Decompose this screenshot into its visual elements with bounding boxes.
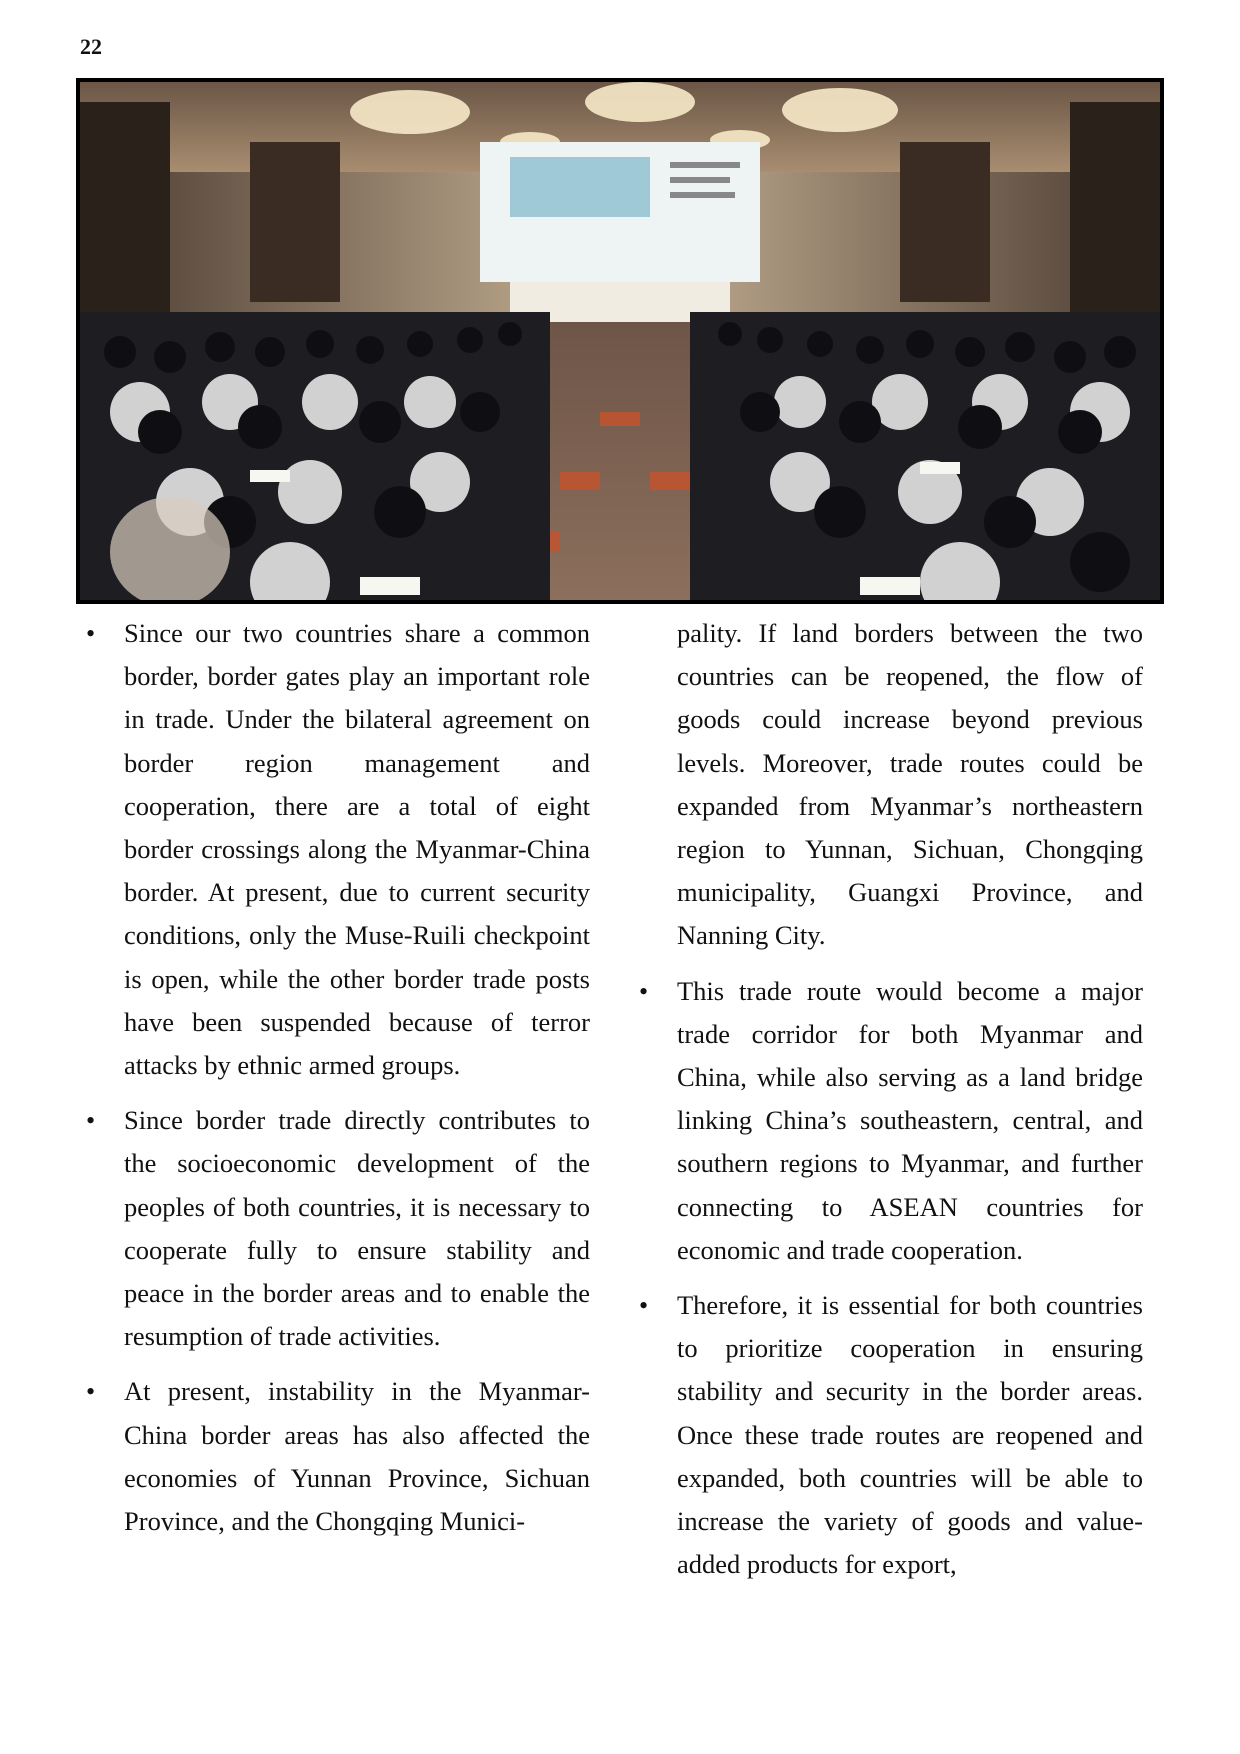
bullet-icon: • [86, 1106, 96, 1136]
paragraph: Since our two countries share a common border, border gates play an important role in trade. Under the bilateral agreement on border region management and cooperation, there are a total of eight border crossings along the Myanmar-China border. At present, due to current security conditions, only the Muse-Ruili checkpoint is open, while the other border trade posts have been suspended because of terror attacks by ethnic armed groups. [124, 618, 590, 1081]
continued-paragraph: pality. If land borders between the two countries can be reopened, the flow of goods could increase beyond previous levels. Moreover, trade routes could be expanded from Myanmar’s northeastern region to Yunnan, Sichuan, Chongqing municipality, Guangxi Province, and Nanning City. [677, 618, 1143, 951]
right-column [633, 612, 1143, 1598]
paragraph: At present, instability in the Myanmar-China border areas has also affected the economies of Yunnan Province, Sichuan Province, and the Chongqing Munici- [124, 1376, 590, 1537]
conference-photo [76, 78, 1164, 604]
conference-hall-illustration [80, 82, 1160, 600]
list-item [80, 1370, 590, 1543]
paragraph: Therefore, it is essential for both countries to prioritize cooperation in ensuring stability and security in the border areas. Once these trade routes are reopened and expanded, both countries will be able to increase the variety of goods and value-added products for export, [677, 1290, 1143, 1580]
list-item [633, 1284, 1143, 1586]
left-column [80, 612, 590, 1555]
list-item [633, 970, 1143, 1272]
bullet-icon: • [639, 976, 649, 1006]
list-item [80, 1099, 590, 1358]
page-number: 22 [80, 34, 102, 59]
paragraph: This trade route would become a major trade corridor for both Myanmar and China, while also serving as a land bridge linking China’s southeastern, central, and southern regions to Myanmar, and further connecting to ASEAN countries for economic and trade cooperation. [677, 975, 1143, 1265]
list-item [80, 612, 590, 1087]
bullet-icon: • [86, 619, 96, 648]
paragraph: Since border trade directly contributes to the socioeconomic development of the peoples of both countries, it is necessary to cooperate fully to ensure stability and peace in the border areas and to enable the resumption of trade activities. [124, 1105, 590, 1352]
bullet-icon: • [86, 1377, 96, 1407]
bullet-icon: • [639, 1291, 649, 1321]
